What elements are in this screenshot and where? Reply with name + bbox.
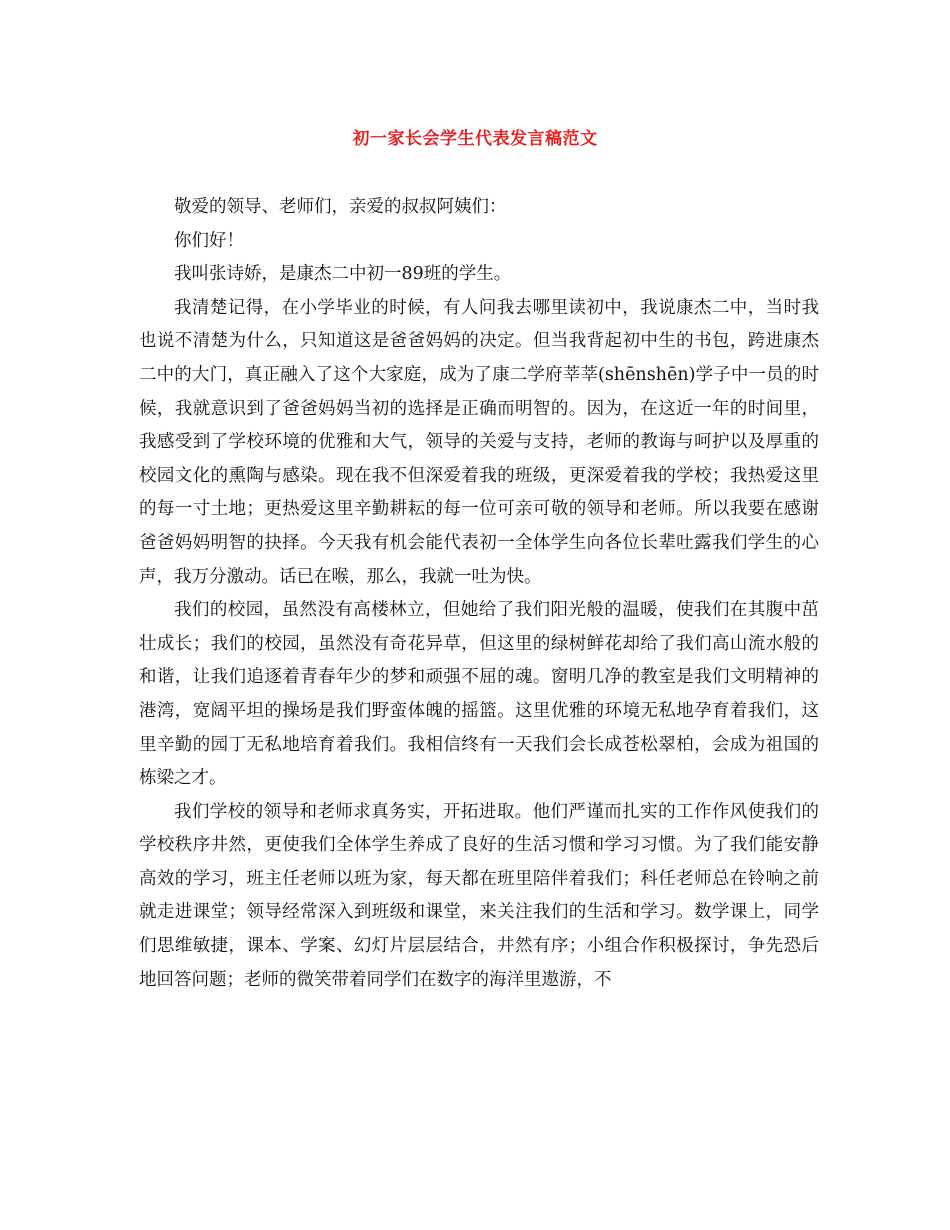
- document-title: 初一家长会学生代表发言稿范文: [352, 129, 598, 149]
- self-introduction: 我叫张诗娇，是康杰二中初一89班的学生。: [174, 264, 512, 285]
- salutation: 敬爱的领导、老师们，亲爱的叔叔阿姨们：: [174, 197, 507, 217]
- body-paragraph: 我们学校的领导和老师求真务实，开拓进取。他们严谨而扎实的工作作风使我们的学校秩序井然，更使我们全体学生养成了良好的生活习惯和学习习惯。为了我们能安静高效的学习，班主任老师以班为家，每天都在班里陪伴着我们；科任老师总在铃响之前就走进课堂；领导经常深入到班级和课堂，来关注我们的生活和学习。数学课上，同学们思维敏捷，课本、学案、幻灯片层层结合，井然有序；小组合作积极探讨，争先恐后地回答问题；老师的微笑带着同学们在数字的海洋里遨游，不: [139, 801, 819, 990]
- document-body: [139, 191, 819, 997]
- body-paragraph: 我们的校园，虽然没有高楼林立，但她给了我们阳光般的温暖，使我们在其腹中茁壮成长；我们的校园，虽然没有奇花异草，但这里的绿树鲜花却给了我们高山流水般的和谐，让我们追逐着青春年少的梦和顽强不屈的魂。窗明几净的教室是我们文明精神的港湾，宽阔平坦的操场是我们野蛮体魄的摇篮。这里优雅的环境无私地孕育着我们，这里辛勤的园丁无私地培育着我们。我相信终有一天我们会长成苍松翠柏，会成为祖国的栋梁之才。: [139, 600, 819, 789]
- greeting: 你们好！: [174, 230, 244, 251]
- body-paragraph: 我清楚记得，在小学毕业的时候，有人问我去哪里读初中，我说康杰二中，当时我也说不清楚为什么，只知道这是爸爸妈妈的决定。但当我背起初中生的书包，跨进康杰二中的大门，真正融入了这个大家庭，成为了康二学府莘莘(shēnshēn)学子中一员的时候，我就意识到了爸爸妈妈当初的选择是正确而明智的。因为，在这近一年的时间里，我感受到了学校环境的优雅和大气，领导的关爱与支持，老师的教诲与呵护以及厚重的校园文化的熏陶与感染。现在我不但深爱着我的班级，更深爱着我的学校；我热爱这里的每一寸土地；更热爱这里辛勤耕耘的每一位可亲可敬的领导和老师。所以我要在感谢爸爸妈妈明智的抉择。今天我有机会能代表初一全体学生向各位长辈吐露我们学生的心声，我万分激动。话已在喉，那么，我就一吐为快。: [139, 297, 819, 587]
